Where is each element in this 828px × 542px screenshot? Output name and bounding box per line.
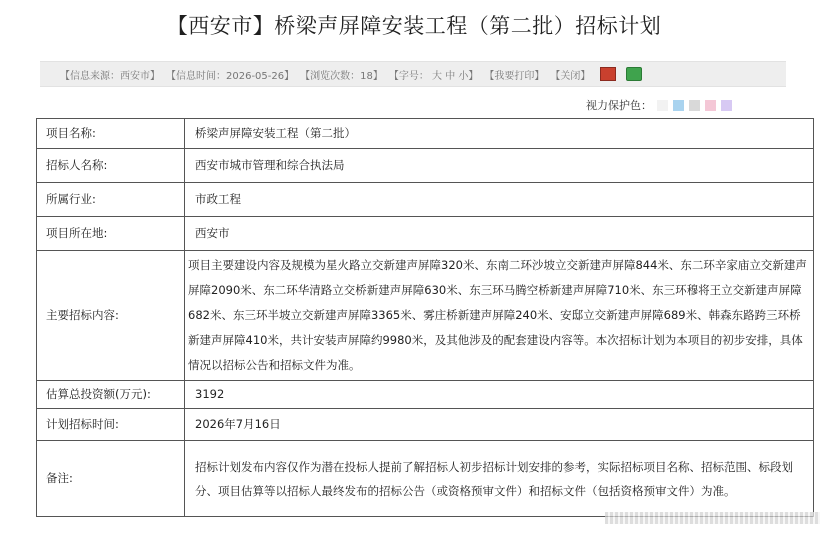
close-link[interactable]: 【关闭】: [550, 70, 591, 82]
color-swatch-purple[interactable]: [721, 100, 732, 111]
wechat-share-icon[interactable]: [626, 67, 642, 81]
blurred-watermark: [605, 512, 820, 524]
print-icon[interactable]: [600, 67, 616, 81]
tenderer-value: 西安市城市管理和综合执法局: [185, 149, 814, 183]
page-title: 【西安市】桥梁声屏障安装工程（第二批）招标计划: [166, 14, 662, 38]
table-row: [37, 409, 814, 441]
table-row: [37, 119, 814, 149]
table-row: [37, 441, 814, 517]
tender-plan-table: [36, 118, 814, 517]
table-row: [37, 217, 814, 251]
plan-time-value: 2026年7月16日: [185, 409, 814, 441]
investment-value: 3192: [185, 381, 814, 409]
tenderer-label: 招标人名称:: [37, 149, 185, 183]
info-bar: [40, 61, 786, 87]
investment-label: 估算总投资额(万元):: [37, 381, 185, 409]
location-value: 西安市: [185, 217, 814, 251]
color-swatch-gray-light[interactable]: [657, 100, 668, 111]
location-label: 项目所在地:: [37, 217, 185, 251]
main-content-value: 项目主要建设内容及规模为星火路立交新建声屏障320米、东南二环沙坡立交新建声屏障844米、东二环辛家庙立交新建声屏障2090米、东二环华清路立交桥新建声屏障630米、东三环马腾空桥新建声屏障710米、东三环穆将王立交新建声屏障682米、东三环半坡立交新建声屏障3365米、雾庄桥新建声屏障240米、安邸立交新建声屏障689米、韩森东路跨三环桥新建声屏障410米，共计安装声屏障约9980米，及其他涉及的配套建设内容等。本次招标计划为本项目的初步安排，具体情况以招标公告和招标文件为准。: [185, 251, 814, 381]
eye-protection-bar: [586, 97, 732, 113]
industry-value: 市政工程: [185, 183, 814, 217]
color-swatch-gray[interactable]: [689, 100, 700, 111]
plan-time-label: 计划招标时间:: [37, 409, 185, 441]
table-row: [37, 183, 814, 217]
remark-value: 招标计划发布内容仅作为潜在投标人提前了解招标人初步招标计划安排的参考，实际招标项目名称、招标范围、标段划分、项目估算等以招标人最终发布的招标公告（或资格预审文件）和招标文件（包括资格预审文件）为准。: [185, 441, 814, 517]
industry-label: 所属行业:: [37, 183, 185, 217]
info-source: 【信息来源：西安市】: [60, 70, 160, 82]
print-link[interactable]: 【我要打印】: [484, 70, 545, 82]
font-size-control[interactable]: 【字号： 大 中 小】: [388, 70, 479, 82]
color-swatch-pink[interactable]: [705, 100, 716, 111]
remark-label: 备注:: [37, 441, 185, 517]
color-swatch-blue[interactable]: [673, 100, 684, 111]
info-views: 【浏览次数：18】: [300, 70, 383, 82]
eye-protection-label: 视力保护色：: [586, 99, 652, 112]
table-row: [37, 381, 814, 409]
table-row: [37, 251, 814, 381]
project-name-label: 项目名称:: [37, 119, 185, 149]
table-row: [37, 149, 814, 183]
main-content-label: 主要招标内容:: [37, 251, 185, 381]
project-name-value: 桥梁声屏障安装工程（第二批）: [185, 119, 814, 149]
info-time: 【信息时间：2026-05-26】: [166, 70, 295, 82]
